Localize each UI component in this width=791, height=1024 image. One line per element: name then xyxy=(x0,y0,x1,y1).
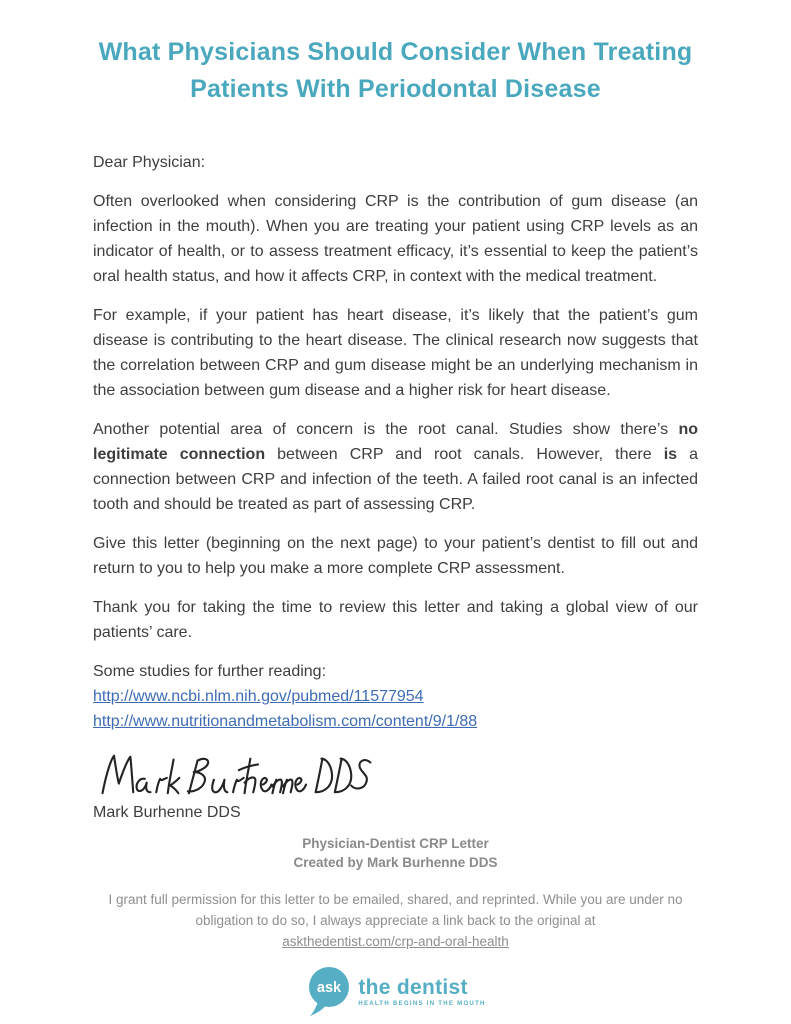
root-canal-bold-2: is xyxy=(663,446,678,463)
paragraph-root-canal xyxy=(93,417,698,517)
further-reading-intro: Some studies for further reading: xyxy=(93,663,327,680)
handwritten-signature xyxy=(95,750,375,798)
salutation: Dear Physician: xyxy=(93,154,206,171)
paragraph-heart-disease: For example, if your patient has heart disease, it’s likely that the patient’s gum disease is contributing to the heart disease. The clinical research now suggests that the correlation between CRP and gum disease might be an underlying mechanism in the association between gum disease and a higher risk for heart disease. xyxy=(93,307,698,399)
logo-name: the dentist xyxy=(358,975,468,999)
nutrition-metabolism-study-link[interactable]: http://www.nutritionandmetabolism.com/content/9/1/88 xyxy=(93,713,478,730)
paragraph-give-letter: Give this letter (beginning on the next page) to your patient’s dentist to fill out and return to you to help you make a more complete CRP assessment. xyxy=(93,535,698,577)
root-canal-text-1: Another potential area of concern is the root canal. Studies show there’s xyxy=(93,421,679,438)
printed-name: Mark Burhenne DDS xyxy=(93,804,241,821)
letter-body xyxy=(93,150,698,825)
signature-block xyxy=(93,750,698,825)
footer-created-by: Created by Mark Burhenne DDS xyxy=(293,855,498,870)
logo-text xyxy=(358,977,485,1008)
root-canal-bold-1: no legitimate connection xyxy=(93,421,698,463)
paragraph-crp-overview: Often overlooked when considering CRP is the contribution of gum disease (an infection in the mouth). When you are treating your patient using CRP levels as an indicator of health, or to assess treatment efficacy, it’s essential to keep the patient’s oral health status, and how it affects CRP, in context with the medical treatment. xyxy=(93,193,698,285)
footer-permission xyxy=(86,889,706,952)
logo-bubble-text: ask xyxy=(317,980,342,996)
page-title-line2: Patients With Periodontal Disease xyxy=(190,75,601,103)
page-title-line1: What Physicians Should Consider When Treating xyxy=(98,38,693,66)
further-reading-section xyxy=(93,659,698,734)
pubmed-study-link[interactable]: http://www.ncbi.nlm.nih.gov/pubmed/11577954 xyxy=(93,688,424,705)
askthedentist-link[interactable]: askthedentist.com/crp-and-oral-health xyxy=(282,934,509,949)
footer xyxy=(0,834,791,1018)
page-title xyxy=(55,34,736,108)
root-canal-text-2: between CRP and root canals. However, there xyxy=(265,446,664,463)
footer-doc-title: Physician-Dentist CRP Letter xyxy=(302,836,489,851)
logo-tagline: HEALTH BEGINS IN THE MOUTH xyxy=(358,1000,486,1007)
speech-bubble-icon xyxy=(305,966,351,1018)
root-canal-text-3: a connection between CRP and infection of the teeth. A failed root canal is an infected tooth and should be treated as part of assessing CRP. xyxy=(93,446,699,513)
paragraph-thank-you: Thank you for taking the time to review this letter and taking a global view of our patients’ care. xyxy=(93,599,698,641)
footer-permission-text: I grant full permission for this letter to be emailed, shared, and reprinted. While you are under no obligation to do so, I always appreciate a link back to the original at xyxy=(108,892,683,928)
ask-the-dentist-logo xyxy=(0,966,791,1018)
